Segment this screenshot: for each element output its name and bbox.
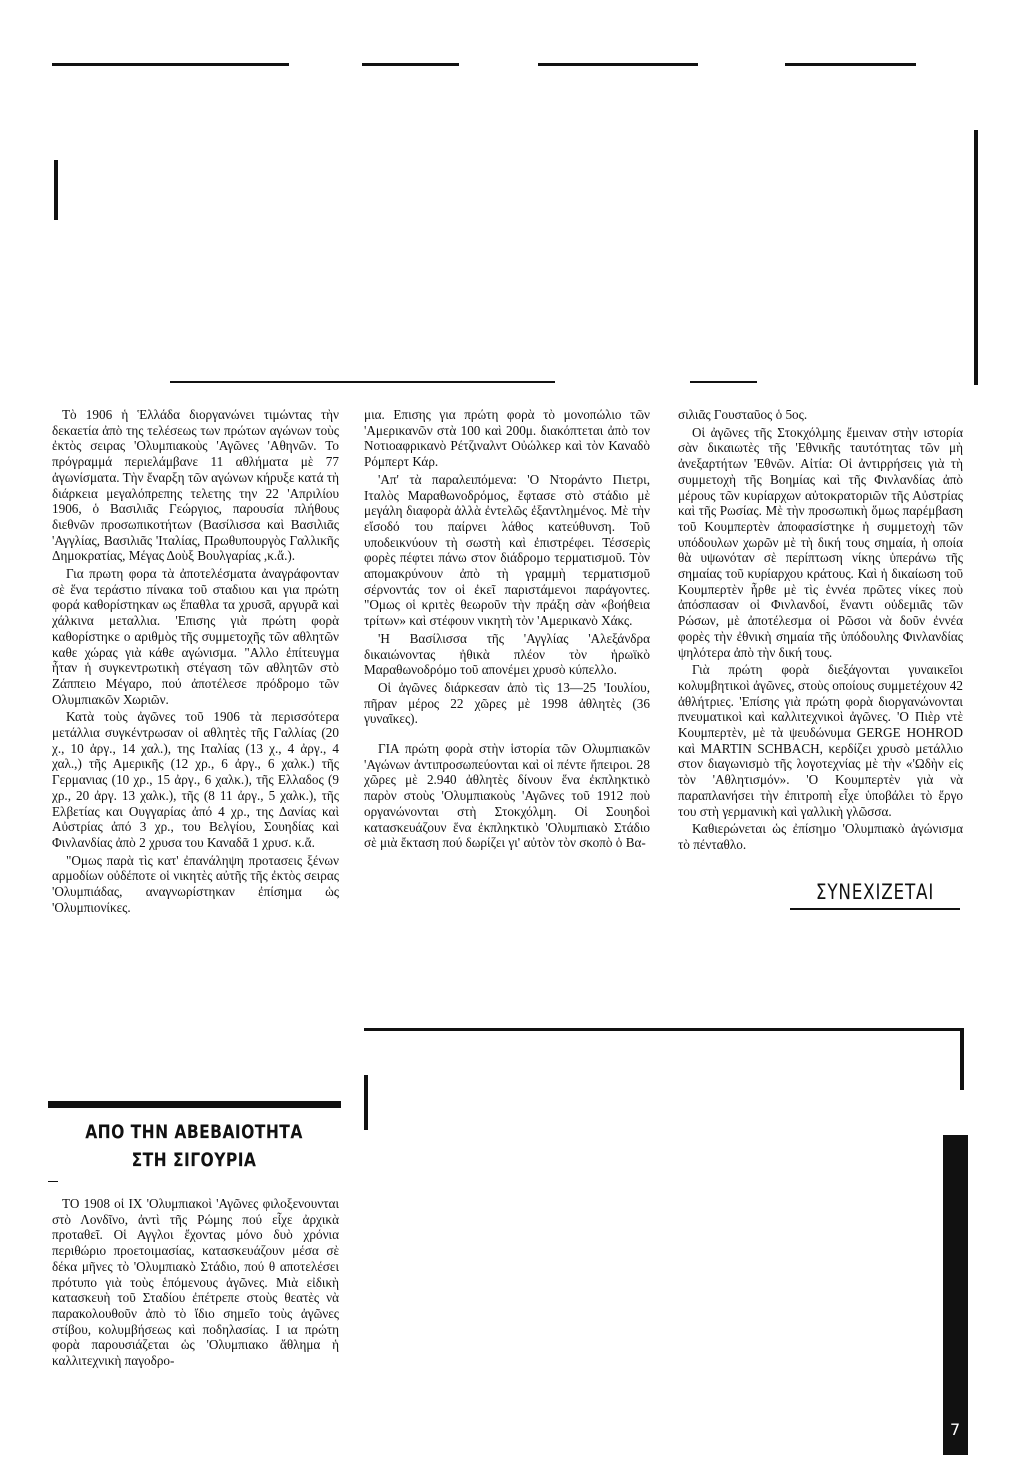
- col2-paragraph-4: Οἱ ἀγῶνες διάρκεσαν ἀπὸ τὶς 13—25 'Ιουλίου, πῆραν μέρος 22 χῶρες μὲ 1998 ἀθλητὲς (36 γυναῖκες).: [364, 679, 650, 727]
- top-rule-4: [785, 63, 916, 66]
- bottom-right-frame-right: [960, 1030, 964, 1090]
- bottom-right-frame-left: [364, 1075, 368, 1130]
- box-rule-bottom: [48, 1181, 58, 1182]
- box-headline-line-2: ΣΤΗ ΣΙΓΟΥΡΙΑ: [131, 1149, 257, 1171]
- bottom-right-frame-top: [364, 1028, 964, 1031]
- frame-bottom-rule-2: [690, 381, 757, 383]
- box-paragraph: ΤΟ 1908 οἱ ΙΧ 'Ολυμπιακοὶ 'Αγῶνες φιλοξενουνται στὸ Λονδῖνο, ἀντὶ τῆς Ρώμης πού εἶχε ἀρχικὰ προταθεῖ. Οἱ Αγγλοι ἔχοντας μόνο δυὸ χρόνια περιθώριο προετοιμασίας, κατασκευάζουν μέσα σὲ δέκα μῆνες τὸ 'Ολυμπιακὸ Στάδιο, πού θ αποτελέσει πρότυπο γιὰ τοὺς ἑπόμενους ἀγῶνες. Μιὰ εἰδικὴ κατασκευὴ τοῦ Σταδίου ἐπέτρεπε στοὺς θεατὲς νὰ παρακολουθοῦν ἀπὸ τὸ ἴδιο σημεῖο τοὺς ἀγῶνες στίβου, κολυμβήσεως καὶ ποδηλασίας. Ι ια πρώτη φορὰ παρουσιάζεται ὡς 'Ολυμπιακο ἄθλημα ἡ καλλιτεχνικὴ παγοδρο-: [52, 1196, 339, 1369]
- col3-paragraph-3: Γιὰ πρώτη φορὰ διεξάγονται γυναικεῖοι κολυμβητικοὶ ἀγῶνες, στοὺς οποίους συμμετέχουν 42 ἀθλήτριες. 'Επίσης γιὰ πρώτη φορὰ διοργανώνονται πνευματικοὶ καὶ καλλιτεχνικοὶ ἀγῶνες. 'Ο Πιὲρ ντὲ Κουμπερτὲν, μὲ τὰ ψευδώνυμα GERGE HOHROD καὶ MARTIN SCHBACH, κερδίζει χρυσὸ μετάλλιο στον διαγωνισμὸ τῆς λογοτεχνίας μὲ τὴν «'Ωδὴν εἰς τὸν 'Αθλητισμόν». 'Ο Κουμπερτὲν γιὰ νὰ παραπλανήσει τὴν ἐπιτροπὴ εἶχε ὑποβάλει τὸ ἔργο του στὴ γερμανικὴ καὶ γαλλικὴ γλῶσσα.: [678, 662, 963, 819]
- col1-paragraph-2: Για πρωτη φορα τὰ ἀποτελέσματα ἀναγράφονταν σὲ ἕνα τεράστιο πίνακα τοῦ σταδιου και για πρώτη φορά καθορίστηκαν ως ἔπαθλα τα χρυσᾶ, αργυρᾶ καὶ χάλκινα μεταλλια. 'Επισης γιὰ πρώτη φορὰ καθορίστηκε ο αριθμὸς τῆς συμμετοχῆς τῶν αθλητῶν καθε χώρας γιὰ κάθε αγώνισμα. "Αλλο ἐπίτευγμα ἦταν ἡ συγκεντρωτικὴ στέγαση τῶν αθλητῶν στὸ Ζάππειο Μέγαρο, πού ἀποτέλεσε πρόδρομο τῶν Ολυμπιακῶν Χωριῶν.: [52, 566, 339, 707]
- box-body: [52, 1196, 339, 1371]
- box-headline: [74, 1118, 313, 1174]
- column-1: [52, 407, 339, 918]
- column-3: [678, 407, 963, 855]
- top-rule-1: [52, 63, 289, 66]
- column-2: [364, 407, 650, 853]
- col2-paragraph-5: ΓΙΑ πρώτη φορὰ στὴν ἱστορία τῶν Ολυμπιακῶν 'Αγώνων ἀντιπροσωπεύονται καὶ οἱ πέντε ἤπειροι. 28 χῶρες μὲ 2.940 ἀθλητὲς δίνουν ἕνα ἐκπληκτικὸ παρὸν στοὺς 'Ολυμπιακοὺς 'Αγῶνες τοῦ 1912 ποὺ οργανώνονται στὴ Στοκχόλμη. Οἱ Σουηδοὶ κατασκευάζουν ἕνα ἐκπληκτικὸ 'Ολυμπιακὸ Στάδιο σὲ μιὰ ἔκταση πού δωρίζει γι' αὐτὸν τὸν σκοπὸ ὁ Βα-: [364, 741, 650, 851]
- box-headline-line-1: ΑΠΟ ΤΗΝ ΑΒΕΒΑΙΟΤΗΤΑ: [85, 1121, 303, 1143]
- frame-left-marker: [54, 160, 58, 220]
- top-rule-3: [538, 63, 698, 66]
- col1-paragraph-4: "Ομως παρὰ τὶς κατ' ἐπανάληψη προτασεις ξένων αρμοδίων οὐδέποτε οἱ νικητὲς αὐτῆς τῆς ἐκτὸς σειρας 'Ολυμπιάδας, αναγνωρίστηκαν ἐπίσημα ὡς 'Ολυμπιονίκες.: [52, 852, 339, 915]
- col2-paragraph-3: 'Η Βασίλισσα τῆς 'Αγγλίας 'Αλεξάνδρα δικαιώνοντας ἠθικὰ πλέον τὸν ἡρωϊκὸ Μαραθωνοδρόμο τοῦ απονέμει χρυσὸ κύπελλο.: [364, 630, 650, 678]
- col3-paragraph-2: Οἱ ἀγῶνες τῆς Στοκχόλμης ἔμειναν στὴν ιστορία σὰν δικαιωτὲς τῆς 'Εθνικῆς ταυτότητας τῶν μὴ ἀνεξαρτήτων 'Εθνῶν. Αἰτία: Οἱ ἀντιρρήσεις γιὰ τὴ συμμετοχὴ τῆς Βοημίας καὶ τῆς Φινλανδίας ἀπὸ μέρους τῶν κυρίαρχων αὐτοκρατοριῶν τῆς Αὐστρίας καὶ τῆς Ρωσίας. Μὲ τὴν προσωπικὴ ὅμως παρέμβαση τοῦ Κουμπερτὲν ἀποφασίστηκε ἡ συμμετοχὴ τῶν υπόδουλων χωρῶν μὲ τὴ δική τους σημαία, ἡ οποία θὰ υψωνόταν σὲ περίπτωση νίκης ὑπεράνω τῆς σημαίας τοῦ κυρίαρχου κράτους. Καὶ ἡ δικαίωση τοῦ Κουμπερτὲν ἦρθε μὲ τὶς ἑννέα πρῶτες νίκες ποὺ ἀπόσπασαν οἱ Φινλανδοί, ἔναντι οὐδεμιᾶς τῶν Ρώσων, μὲ ἀποτέλεσμα οἱ Ρῶσοι νὰ δοῦν ἐννέα φορὲς τὴν ἐθνικὴ σημαία τῆς ὑπόδουλης Φινλανδίας ψηλότερα ἀπὸ τὴν δική τους.: [678, 424, 963, 660]
- frame-bottom-rule-1: [170, 381, 555, 383]
- col1-paragraph-1: Τὸ 1906 ἡ Ἑλλάδα διοργανώνει τιμώντας τὴν δεκαετία ἀπὸ της τελέσεως των πρώτων αγώνων τοὺς ἐκτὸς σειρας 'Ολυμπιακοὺς 'Αγῶνες 'Αθηνῶν. Το πρόγραμμά περιελάμβανε 11 αθλήματα μὲ 77 ἀγωνίσματα. Τὴν ἔναρξη τῶν αγώνων κήρυξε κατά τὴ διάρκεια μεγαλόπρεπης τελετης την 22 'Απριλίου 1906, ὁ Βασιλιᾶς Γεώργιος, παρουσία πλήθους διεθνῶν προσωπικοτήτων (Βασίλισσα καὶ Βασιλιᾶς 'Αγγλίας, Βασιλιᾶς 'Ιταλίας, Πρωθυπουργὸς Γαλλικῆς Δημοκρατίας, Μέγας Δοὺξ Βουλγαρίας ,κ.ἄ.).: [52, 407, 339, 564]
- headline-bar: [48, 1101, 341, 1108]
- col3-paragraph-4: Καθιερώνεται ὡς ἐπίσημο 'Ολυμπιακὸ ἀγώνισμα τὸ πένταθλο.: [678, 821, 963, 852]
- continues-label: ΣΥΝΕΧΙΖΕΤΑΙ: [815, 880, 935, 904]
- col1-paragraph-3: Κατὰ τοὺς ἀγῶνες τοῦ 1906 τὰ περισσότερα μετάλλια συγκέντρωσαν οἱ αθλητὲς τῆς Γαλλίας (20 χ., 10 ἀργ., 14 χαλ.), της Ιταλίας (13 χ., 4 ἀργ., 4 χαλ.,) τῆς Αμερικῆς (12 χρ., 6 ἀργ., 6 χαλκ.) τῆς Γερμανιας (10 χρ., 15 ἀργ., 6 χαλκ.), τῆς Ελλαδος (9 χρ., 20 ἀργ. 13 χαλκ.), τῆς (8 11 ἀργ., 5 χαλκ.), τῆς Ελβετίας και Ουγγαρίας ἀπό 4 χρ., της Δανίας καὶ Αὐστρίας ἀπό 3 χρ., του Βελγίου, Σουηδίας καὶ Φινλανδίας ἀπὸ 2 χρυσα του Καναδᾶ 1 χρυσ. κ.ἄ.: [52, 709, 339, 850]
- frame-right-edge: [974, 130, 978, 385]
- col3-paragraph-1: σιλιᾶς Γουσταῦος ὁ 5ος.: [678, 407, 808, 422]
- page-number-bar: [943, 1135, 968, 1455]
- col2-paragraph-1: μια. Επισης για πρώτη φορὰ τὸ μονοπώλιο τῶν 'Αμερικανῶν στὰ 100 καὶ 200μ. διακόπτεται ἀπὸ τον Νοτιοαφρικανὸ Ρέτζιναλντ Οὐώλκερ καὶ τὸν Καναδὸ Ρόμπερτ Κάρ.: [364, 407, 650, 470]
- col2-paragraph-2: 'Απ' τὰ παραλειπόμενα: 'Ο Ντοράντο Πιετρι, Ιταλὸς Μαραθωνοδρόμος, ἔφτασε στὸ στάδιο μὲ μεγάλη διαφορὰ ἀλλὰ ἐντελῶς ἐξαντλημένος. Μὲ τὴν εἴσοδό του παίρνει λάθος κατεύθυνση. Τοῦ υποδεικνύουν τὴ σωστὴ καὶ ἐπιστρέφει. Τέσσερὶς φορὲς πέφτει πάνω στον διάδρομο τερματισμοῦ. Τὸν απομακρύνουν ἀπὸ τὴ γραμμὴ τερματισμοῦ σέρνοντάς τον οἱ ἐκεῖ παριστάμενοι παράγοντες. "Ομως οἱ κριτὲς θεωροῦν τὴν πράξη σὰν «βοήθεια τρίτων» καὶ στέφουν νικητὴ τὸν 'Αμερικανὸ Χάκς.: [364, 471, 650, 629]
- page-number: 7: [950, 1420, 961, 1439]
- top-rule-2: [362, 63, 459, 66]
- continues-underline: [790, 908, 960, 910]
